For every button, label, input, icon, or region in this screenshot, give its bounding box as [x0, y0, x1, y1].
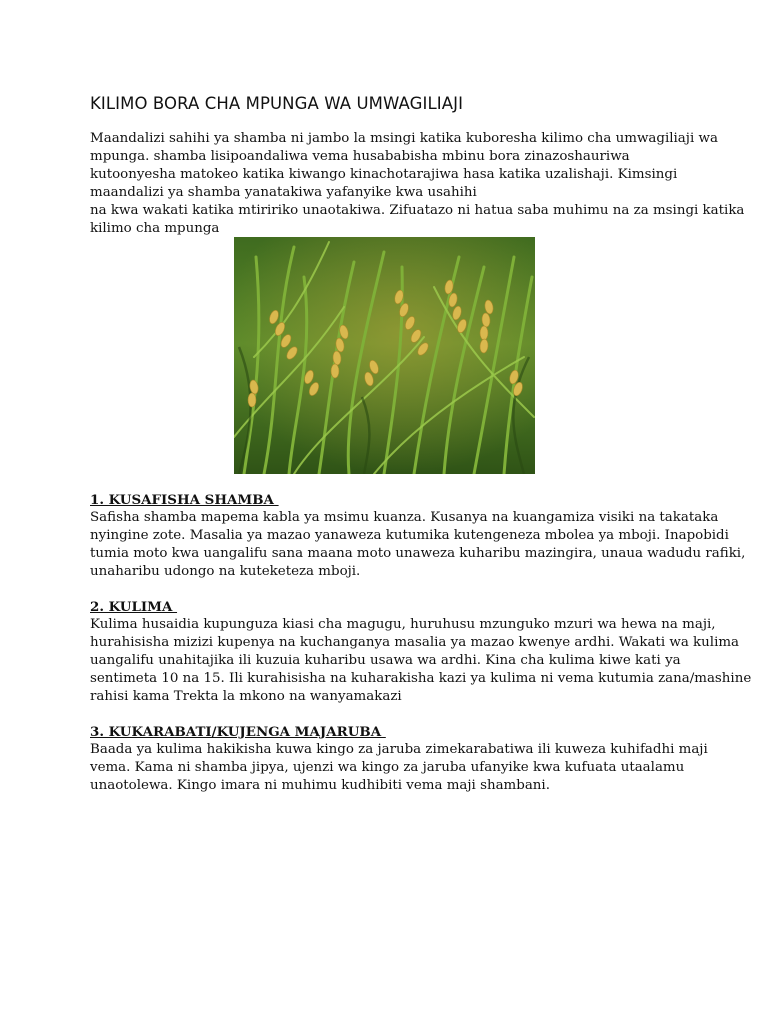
rice-field-photo [234, 237, 535, 474]
intro-line: mpunga. shamba lisipoandaliwa vema husababisha mbinu bora zinazoshauriwa [90, 149, 630, 164]
section-line: Safisha shamba mapema kabla ya msimu kuanza. Kusanya na kuangamiza visiki na takataka [90, 510, 719, 525]
section-line: uangalifu unahitajika ili kuzuia kuharibu usawa wa ardhi. Kina cha kulima kiwe kati ya [90, 653, 681, 668]
intro-line: na kwa wakati katika mtiririko unaotakiwa. Zifuatazo ni hatua saba muhimu na za msingi katika [90, 203, 745, 218]
intro-line: kutoonyesha matokeo katika kiwango kinachotarajiwa hasa katika uzalishaji. Kimsingi [90, 167, 678, 182]
section-line: unaharibu udongo na kuteketeza mboji. [90, 564, 361, 579]
section-line: unaotolewa. Kingo imara ni muhimu kudhibiti vema maji shambani. [90, 778, 550, 793]
section-line: tumia moto kwa uangalifu sana maana moto unaweza kuharibu mazingira, unaua wadudu rafiki, [90, 546, 746, 561]
section-heading: 1. KUSAFISHA SHAMBA [90, 492, 279, 508]
section-line: hurahisisha mizizi kupenya na kuchanganya masalia ya mazao kwenye ardhi. Wakati wa kulima [90, 635, 740, 650]
section-line: nyingine zote. Masalia ya mazao yanaweza kutumika kutengeneza mbolea ya mboji. Inapobidi [90, 528, 729, 543]
section-line: Baada ya kulima hakikisha kuwa kingo za jaruba zimekarabatiwa ili kuweza kuhifadhi maji [90, 742, 708, 757]
section-line: sentimeta 10 na 15. Ili kurahisisha na kuharakisha kazi ya kulima ni vema kutumia zana/mashine [90, 671, 752, 686]
intro-line: Maandalizi sahihi ya shamba ni jambo la msingi katika kuboresha kilimo cha umwagiliaji wa [90, 131, 718, 146]
intro-line: maandalizi ya shamba yanatakiwa yafanyike kwa usahihi [90, 185, 477, 200]
document-title: KILIMO BORA CHA MPUNGA WA UMWAGILIAJI [90, 94, 464, 113]
section-line: Kulima husaidia kupunguza kiasi cha magugu, huruhusu mzunguko mzuri wa hewa na maji, [90, 617, 716, 632]
section-heading: 2. KULIMA [90, 599, 178, 615]
section-line: rahisi kama Trekta la mkono na wanyamakazi [90, 689, 402, 704]
section-line: vema. Kama ni shamba jipya, ujenzi wa kingo za jaruba ufanyike kwa kufuata utaalamu [90, 760, 685, 775]
section-heading: 3. KUKARABATI/KUJENGA MAJARUBA [90, 724, 386, 740]
intro-line: kilimo cha mpunga [90, 221, 220, 236]
